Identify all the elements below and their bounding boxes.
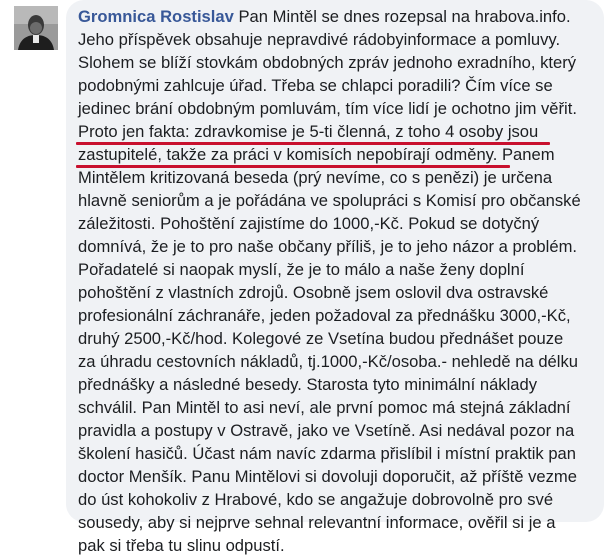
comment-line: pravidla a postupy v Ostravě, jako ve Vsetíně. Asi nedával pozor na <box>78 421 575 440</box>
comment-line: druhý 2500,-Kč/hod. Kolegové ze Vsetína budou přednášet pouze <box>78 329 564 348</box>
profile-photo-icon <box>14 6 58 50</box>
comment-line: hlavně seniorům a je pořádána ve spolupráci s Komisí pro občanské <box>78 191 581 210</box>
comment-line: Gromnica Rostislav Pan Mintěl se dnes rozepsal na hrabova.info. <box>78 7 571 26</box>
comment-line: sousedy, aby si nejprve sehnal relevantní informace, ověřil si je a <box>78 513 556 532</box>
comment-line: jedinec brání obdobným pomluvám, tím více lidí je ochotno jim věřit. <box>78 99 577 118</box>
comment-line: podobnými zahlcuje úřad. Třeba se chlapci poradili? Čím více se <box>78 76 553 95</box>
comment-line: pak si třeba tu slinu odpustí. <box>78 536 285 555</box>
comment-body <box>78 5 592 557</box>
comment-line-highlighted: zastupitelé, takže za práci v komisích nepobírají odměny. Panem <box>78 143 592 166</box>
comment-line: Pořadatelé si naopak myslí, že je to málo a naše ženy doplní <box>78 260 525 279</box>
comment-line: doctor Menšík. Panu Mintělovi si dovoluji doporučit, až příště vezme <box>78 467 577 486</box>
comment-line: profesionální záchranáře, jeden požadoval za přednášku 3000,-Kč, <box>78 306 571 325</box>
comment-line: domnívá, že je to pro naše občany příliš, je to jeho názor a problém. <box>78 237 578 256</box>
comment-line: do úst kohokoliv z Hrabové, kdo se angažuje dobrovolně pro své <box>78 490 554 509</box>
comment-line: pohoštění z vlastních zdrojů. Osobně jsem oslovil dva ostravské <box>78 283 549 302</box>
comment-line: školení hasičů. Účast nám navíc zdarma přislíbil i místní praktik pan <box>78 444 577 463</box>
comment-line: přednášky a následné besedy. Starosta tyto minimální náklady <box>78 375 538 394</box>
comment-line: záležitosti. Pohoštění zajistíme do 1000,-Kč. Pokud se dotyčný <box>78 214 540 233</box>
author-name-link[interactable]: Gromnica Rostislav <box>78 7 234 26</box>
comment-line: Slohem se blíží stovkám obdobných zpráv jednoho exradního, který <box>78 53 577 72</box>
comment-line: za úhradu cestovních nákladů, tj.1000,-Kč/osoba.- nehledě na délku <box>78 352 578 371</box>
comment-line-highlighted: Proto jen fakta: zdravkomise je 5-ti členná, z toho 4 osoby jsou <box>78 120 592 143</box>
comment-bubble <box>66 0 604 555</box>
comment-line: Mintělem kritizovaná beseda (prý nevíme, co s penězi) je určena <box>78 168 553 187</box>
comment-line: Jeho příspěvek obsahuje nepravdivé rádobyinformace a pomluvy. <box>78 30 561 49</box>
avatar[interactable] <box>14 6 58 50</box>
comment-line: schválil. Pan Mintěl to asi neví, ale první pomoc má stejná základní <box>78 398 571 417</box>
